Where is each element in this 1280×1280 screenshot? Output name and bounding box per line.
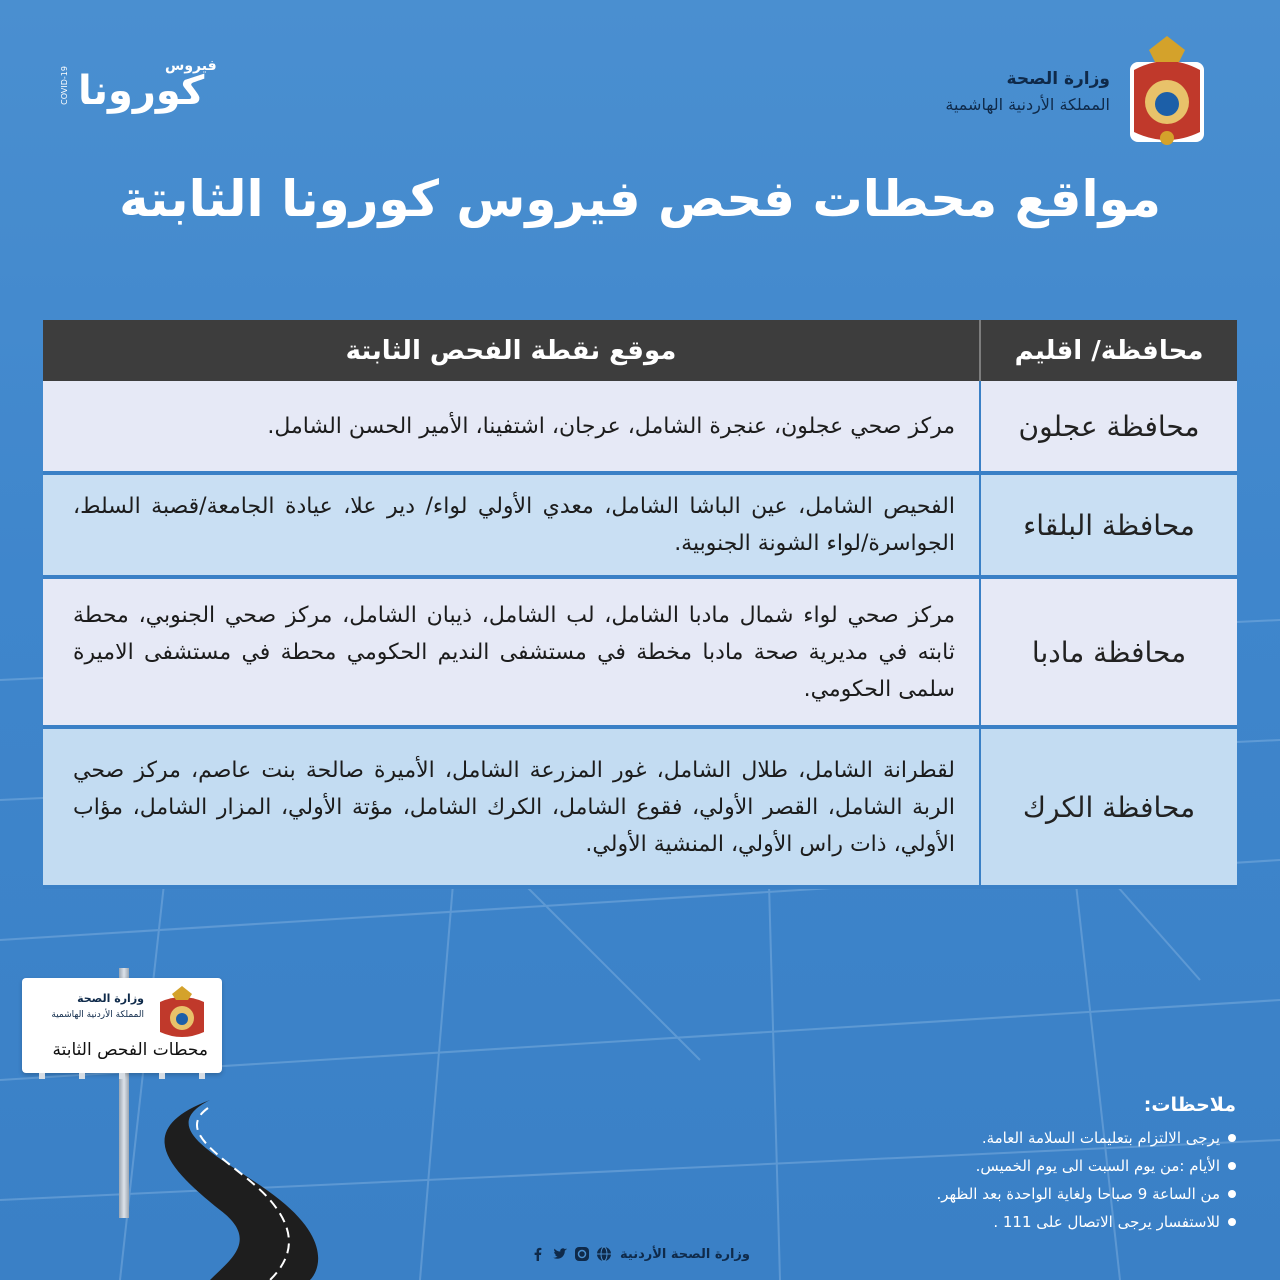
testing-stations-table	[43, 320, 1237, 889]
notes-title: ملاحظات:	[1143, 1094, 1236, 1116]
page-title: مواقع محطات فحص فيروس كورونا الثابتة	[119, 170, 1161, 228]
note-text: للاستفسار يرجى الاتصال على 111 .	[993, 1213, 1220, 1231]
note-text: يرجى الالتزام بتعليمات السلامة العامة.	[981, 1129, 1220, 1147]
bullet-icon	[1228, 1162, 1236, 1170]
note-item	[936, 1124, 1236, 1152]
ministry-header	[945, 32, 1210, 150]
bullet-icon	[1228, 1134, 1236, 1142]
note-text: الأيام :من يوم السبت الى يوم الخميس.	[975, 1157, 1220, 1175]
logo-corona-text: كورونا	[78, 68, 205, 114]
table-header	[43, 320, 1237, 381]
globe-icon[interactable]	[596, 1246, 612, 1262]
bullet-icon	[1228, 1190, 1236, 1198]
footer	[530, 1246, 750, 1262]
facebook-icon[interactable]	[530, 1246, 546, 1262]
note-item	[936, 1180, 1236, 1208]
signboard	[22, 978, 222, 1073]
footer-text: وزارة الصحة الأردنية	[620, 1246, 750, 1262]
table-row	[43, 475, 1237, 579]
governorate-cell: محافظة الكرك	[979, 729, 1237, 885]
table-row	[43, 729, 1237, 889]
note-item	[936, 1208, 1236, 1236]
table-row	[43, 381, 1237, 475]
bullet-icon	[1228, 1218, 1236, 1226]
sign-kingdom-name: المملكة الأردنية الهاشمية	[51, 1010, 144, 1020]
notes-section	[936, 1094, 1236, 1236]
corona-logo	[60, 58, 217, 118]
jordan-crest-icon	[154, 984, 210, 1042]
location-cell: الفحيص الشامل، عين الباشا الشامل، معدي الأولي لواء/ دير علا، عيادة الجامعة/قصبة السلط، الجواسرة/لواء الشونة الجنوبية.	[73, 494, 955, 556]
location-cell: مركز صحي لواء شمال مادبا الشامل، لب الشامل، ذيبان الشامل، مركز صحي الجنوبي، محطة ثابته في مديرية صحة مادبا مخطة في مستشفى النديم الحكومي محطة في مستشفى الاميرة سلمى الحكومي.	[73, 602, 955, 702]
social-icons	[530, 1246, 612, 1262]
ministry-name: وزارة الصحة	[1006, 68, 1110, 89]
column-header-governorate: محافظة/ اقليم	[979, 320, 1237, 381]
governorate-cell: محافظة عجلون	[979, 381, 1237, 471]
covid-label: COVID-19	[60, 66, 69, 105]
location-cell: لقطرانة الشامل، طلال الشامل، غور المزرعة الشامل، الأميرة صالحة بنت عاصم، مركز صحي الربة الشامل، القصر الأولي، فقوع الشامل، الكرك الشامل، مؤتة الأولي، المزار الشامل، مؤاب الأولي، ذات راس الأولي، المنشية الأولي.	[73, 757, 955, 857]
sign-ministry-name: وزارة الصحة	[77, 992, 144, 1005]
logo-virus-text: فيروس	[165, 58, 217, 74]
jordan-crest-icon	[1124, 32, 1210, 150]
sign-label: محطات الفحص الثابتة	[52, 1040, 208, 1060]
note-text: من الساعة 9 صباحا ولغاية الواحدة بعد الظهر.	[936, 1185, 1220, 1203]
sign-lights	[22, 1073, 222, 1079]
table-row	[43, 579, 1237, 729]
location-cell: مركز صحي عجلون، عنجرة الشامل، عرجان، اشتفينا، الأمير الحسن الشامل.	[267, 413, 955, 439]
note-item	[936, 1152, 1236, 1180]
kingdom-name: المملكة الأردنية الهاشمية	[945, 94, 1110, 114]
road-illustration	[90, 1090, 370, 1280]
instagram-icon[interactable]	[574, 1246, 590, 1262]
column-header-location: موقع نقطة الفحص الثابتة	[345, 335, 677, 366]
governorate-cell: محافظة البلقاء	[979, 475, 1237, 575]
governorate-cell: محافظة مادبا	[979, 579, 1237, 725]
twitter-icon[interactable]	[552, 1246, 568, 1262]
